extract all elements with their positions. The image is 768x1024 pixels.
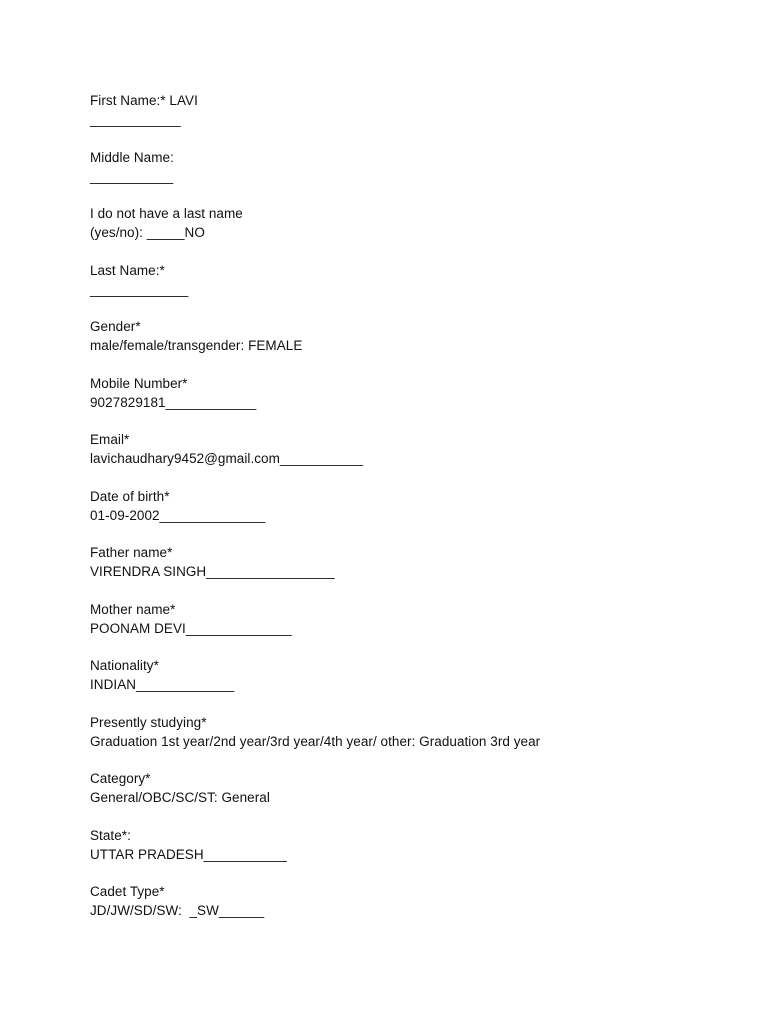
form-document	[90, 91, 730, 939]
field-label: Mobile Number*	[90, 375, 188, 391]
field-value: 9027829181____________	[90, 394, 257, 410]
field-nationality	[90, 656, 730, 713]
field-father-name	[90, 543, 730, 600]
field-value: male/female/transgender: FEMALE	[90, 338, 303, 353]
field-value: (yes/no): _____NO	[90, 225, 205, 240]
field-mobile-number	[90, 374, 730, 431]
field-value: 01-09-2002______________	[90, 507, 266, 523]
field-value: General/OBC/SC/ST: General	[90, 790, 270, 805]
field-no-last-name	[90, 204, 730, 261]
field-value: POONAM DEVI______________	[90, 620, 292, 636]
field-label: State*:	[90, 827, 131, 843]
field-cadet-type	[90, 882, 730, 939]
field-category	[90, 769, 730, 826]
field-value: ____________	[90, 112, 181, 127]
field-label: Email*	[90, 432, 130, 447]
field-value: VIRENDRA SINGH_________________	[90, 564, 335, 579]
field-label: Middle Name:	[90, 149, 174, 165]
field-label: Date of birth*	[90, 488, 170, 504]
field-value: INDIAN_____________	[90, 677, 235, 692]
field-label: Last Name:*	[90, 262, 165, 278]
field-label: I do not have a last name	[90, 206, 243, 221]
field-mother-name	[90, 600, 730, 657]
field-label: Cadet Type*	[90, 884, 165, 899]
field-label: Father name*	[90, 545, 173, 560]
field-label: First Name:* LAVI	[90, 93, 198, 108]
field-middle-name	[90, 148, 730, 205]
field-email	[90, 430, 730, 487]
field-presently-studying	[90, 713, 730, 770]
field-date-of-birth	[90, 487, 730, 544]
field-label: Gender*	[90, 319, 141, 334]
field-value: JD/JW/SD/SW: _SW______	[90, 903, 265, 918]
field-label: Mother name*	[90, 601, 176, 617]
field-label: Presently studying*	[90, 714, 207, 730]
field-value: UTTAR PRADESH___________	[90, 846, 287, 862]
field-value: ___________	[90, 168, 174, 184]
field-label: Category*	[90, 771, 151, 786]
field-value: Graduation 1st year/2nd year/3rd year/4th year/ other: Graduation 3rd year	[90, 733, 541, 749]
field-value: lavichaudhary9452@gmail.com___________	[90, 451, 364, 466]
field-gender	[90, 317, 730, 374]
field-value: _____________	[90, 281, 189, 297]
field-label: Nationality*	[90, 658, 159, 673]
field-first-name	[90, 91, 730, 148]
field-last-name	[90, 261, 730, 318]
field-state	[90, 826, 730, 883]
